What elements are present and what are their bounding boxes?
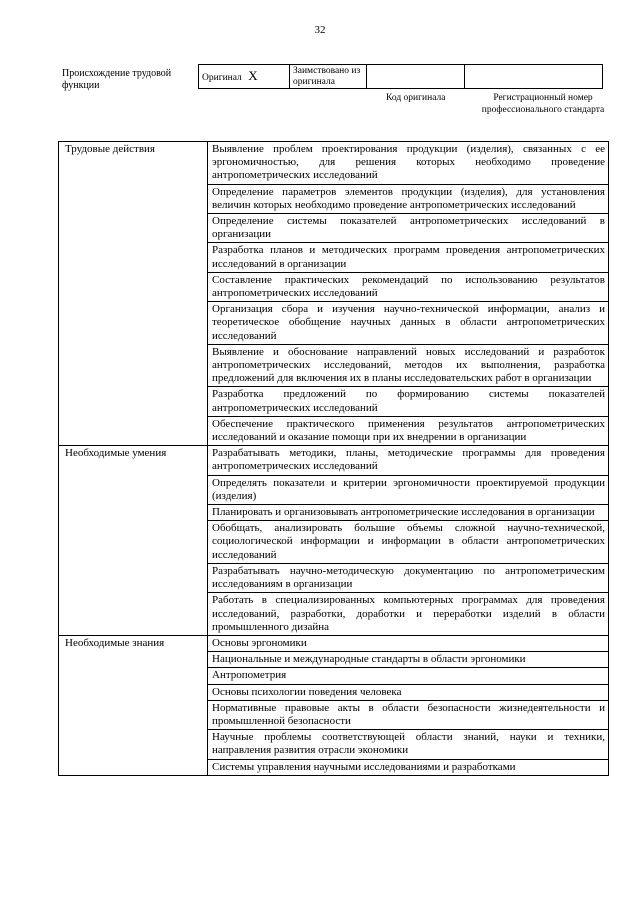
- table-cell: Научные проблемы соответствующей области знаний, науки и техники, направления развития отрасли экономики: [208, 730, 609, 759]
- labor-function-table: [58, 141, 609, 776]
- table-cell: Выявление и обоснование направлений новых исследований и разработок антропометрических исследований, методов их выполнения, разработка предложений для включения их в планы исследовательских работ в организации: [208, 344, 609, 387]
- table-cell: Планировать и организовывать антропометрические исследования в организации: [208, 505, 609, 521]
- labor-actions-label: Трудовые действия: [59, 142, 208, 446]
- table-cell: Составление практических рекомендаций по использованию результатов антропометрических исследований: [208, 272, 609, 301]
- origin-label: Происхождение трудовой функции: [62, 68, 172, 91]
- table-cell: Организация сбора и изучения научно-технической информации, анализ и теоретическое обобщение научных данных в области антропометрических исследований: [208, 302, 609, 345]
- table-row: [59, 446, 609, 475]
- labor-function-body: [59, 142, 609, 776]
- table-cell: Обобщать, анализировать большие объемы сложной научно-технической, социологической информации и информации в области антропометрических исследований: [208, 521, 609, 564]
- table-cell: Национальные и международные стандарты в области эргономики: [208, 652, 609, 668]
- table-cell: Антропометрия: [208, 668, 609, 684]
- page-number: 32: [314, 24, 326, 36]
- table-cell: Выявление проблем проектирования продукции (изделия), связанных с ее эргономичностью, для решения которых необходимо проведение антропометрических исследований: [208, 142, 609, 185]
- table-row: [59, 635, 609, 651]
- table-cell: Разрабатывать научно-методическую документацию по антропометрическим исследованиям в организации: [208, 563, 609, 592]
- original-cell: [199, 65, 290, 89]
- table-cell: Системы управления научными исследованиями и разработками: [208, 759, 609, 775]
- table-cell: Определение параметров элементов продукции (изделия), для установления величин которых необходимо проведение антропометрических исследований: [208, 184, 609, 213]
- table-cell: Разработка предложений по формированию системы показателей антропометрических исследований: [208, 387, 609, 416]
- origin-table: [198, 64, 603, 89]
- original-label: Оригинал: [202, 72, 242, 83]
- table-cell: Определять показатели и критерии эргономичности проектируемой продукции (изделия): [208, 475, 609, 504]
- table-row: [59, 142, 609, 185]
- table-cell: Разрабатывать методики, планы, методические программы для проведения антропометрических исследований: [208, 446, 609, 475]
- original-code-cell: [367, 65, 465, 89]
- table-cell: Основы психологии поведения человека: [208, 684, 609, 700]
- borrowed-cell: Заимствовано из оригинала: [290, 65, 367, 89]
- table-cell: Нормативные правовые акты в области безопасности жизнедеятельности и промышленной безопасности: [208, 700, 609, 729]
- reg-caption: Регистрационный номер профессионального стандарта: [481, 93, 605, 115]
- original-mark: X: [248, 67, 258, 83]
- table-cell: Обеспечение практического применения результатов антропометрических исследований и оказание помощи при их внедрении в организации: [208, 416, 609, 445]
- table-cell: Работать в специализированных компьютерных программах для проведения исследований, разработки, доработки и переработки изделий в области промышленного дизайна: [208, 593, 609, 636]
- table-cell: Определение системы показателей антропометрических исследований в организации: [208, 214, 609, 243]
- code-caption: Код оригинала: [386, 93, 446, 103]
- table-cell: Основы эргономики: [208, 635, 609, 651]
- table-cell: Разработка планов и методических программ проведения антропометрических исследований в организации: [208, 243, 609, 272]
- required-knowledge-label: Необходимые знания: [59, 635, 208, 775]
- registration-number-cell: [465, 65, 603, 89]
- required-skills-label: Необходимые умения: [59, 446, 208, 636]
